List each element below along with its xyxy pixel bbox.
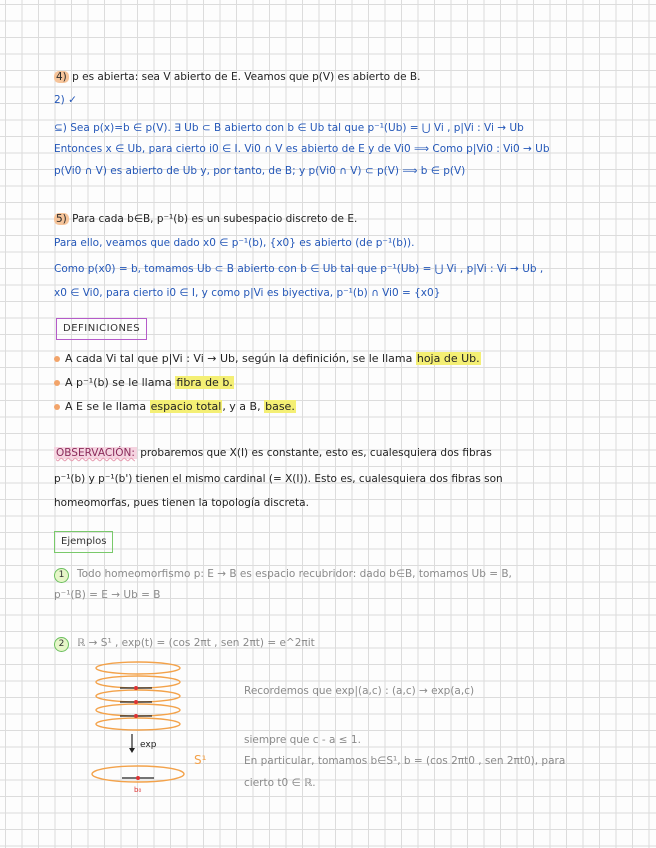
- def-item-3: [54, 400, 296, 414]
- sec5-line1-text: Para cada b∈B, p⁻¹(b) es un subespacio discreto de E.: [72, 213, 358, 225]
- helix-points: [134, 686, 138, 718]
- ejemplo-1-number: 1: [54, 568, 69, 583]
- sec4-line5: p(Vi0 ∩ V) es abierto de Ub y, por tanto, de B; y p(Vi0 ∩ V) ⊂ p(V) ⟹ b ∈ p(V): [54, 165, 466, 177]
- sec5-line2: Para ello, veamos que dado x0 ∈ p⁻¹(b), {x0} es abierto (de p⁻¹(b)).: [54, 237, 415, 249]
- ejemplo-2-text: ℝ → S¹ , exp(t) = (cos 2πt , sen 2πt) = e^2πit: [77, 637, 315, 649]
- def-item-2: [54, 376, 234, 390]
- b0-label: b₀: [134, 786, 142, 794]
- ejemplo-2-number: 2: [54, 637, 69, 652]
- def2-highlight: fibra de b.: [176, 376, 233, 389]
- observacion-line1-text: probaremos que X(I) es constante, esto es, cualesquiera dos fibras: [140, 447, 492, 459]
- bullet-icon: [54, 356, 60, 362]
- helix-spiral: [96, 662, 180, 730]
- ejemplo-2-t0: cierto t0 ∈ ℝ.: [244, 777, 316, 789]
- sec4-line3: ⊆) Sea p(x)=b ∈ p(V). ∃ Ub ⊂ B abierto con b ∈ Ub tal que p⁻¹(Ub) = ⋃ Vi , p|Vi : Vi → Ub: [54, 122, 524, 134]
- ejemplos-title: Ejemplos: [54, 531, 113, 553]
- exp-label: exp: [140, 740, 157, 750]
- helix-figure: [80, 650, 240, 800]
- def3-mid: , y a B,: [222, 400, 261, 413]
- sec4-line1-text: p es abierta: sea V abierto de E. Veamos que p(V) es abierto de B.: [72, 71, 421, 83]
- sec5-line1: [54, 212, 357, 226]
- sec5-line3: Como p(x0) = b, tomamos Ub ⊂ B abierto con b ∈ Ub tal que p⁻¹(Ub) = ⋃ Vi , p|Vi : Vi → Ub ,: [54, 263, 544, 275]
- s1-label: S¹: [194, 753, 207, 767]
- sec4-number: 4): [56, 71, 67, 83]
- exp-arrowhead-icon: [129, 748, 135, 753]
- sec4-line4: Entonces x ∈ Ub, para cierto i0 ∈ I. Vi0 ∩ V es abierto de E y de Vi0 ⟹ Como p|Vi0 : Vi0 → Ub: [54, 143, 550, 155]
- observacion-line2: p⁻¹(b) y p⁻¹(b') tienen el mismo cardinal (= X(I)). Esto es, cualesquiera dos fibras son: [54, 473, 503, 485]
- sec4-line1: [54, 70, 420, 84]
- ejemplo-1-line1: [54, 567, 512, 583]
- bullet-icon: [54, 380, 60, 386]
- ejemplo-2-particular: En particular, tomamos b∈S¹, b = (cos 2πt0 , sen 2πt0), para: [244, 755, 566, 767]
- bullet-icon: [54, 404, 60, 410]
- ejemplo-1-text: Todo homeomorfismo p: E → B es espacio recubridor: dado b∈B, tomamos Ub = B,: [77, 568, 512, 580]
- sec4-line2: 2) ✓: [54, 94, 77, 106]
- def3-text: A E se le llama: [65, 400, 147, 413]
- ejemplo-2-recall: Recordemos que exp|(a,c) : (a,c) → exp(a,c): [244, 685, 475, 697]
- observacion-label: OBSERVACIÓN:: [56, 447, 135, 459]
- def3-highlight-2: base.: [265, 400, 295, 413]
- def1-text: A cada Vi tal que p|Vi : Vi → Ub, según la definición, se le llama: [65, 352, 413, 365]
- def-item-1: [54, 352, 481, 366]
- observacion-line3: homeomorfas, pues tienen la topología discreta.: [54, 497, 309, 509]
- sec5-number: 5): [56, 213, 67, 225]
- sec5-line4: x0 ∈ Vi0, para cierto i0 ∈ I, y como p|Vi es biyectiva, p⁻¹(b) ∩ Vi0 = {x0}: [54, 287, 441, 299]
- ejemplo-1-line2: p⁻¹(B) = E → Ub = B: [54, 589, 161, 601]
- observacion-line1: [54, 446, 492, 460]
- circle-point: [136, 776, 140, 780]
- def3-highlight-1: espacio total: [150, 400, 222, 413]
- definiciones-title: DEFINICIONES: [56, 318, 147, 340]
- def2-text: A p⁻¹(b) se le llama: [65, 376, 172, 389]
- ejemplo-2-condition: siempre que c - a ≤ 1.: [244, 734, 361, 746]
- def1-highlight: hoja de Ub.: [416, 352, 480, 365]
